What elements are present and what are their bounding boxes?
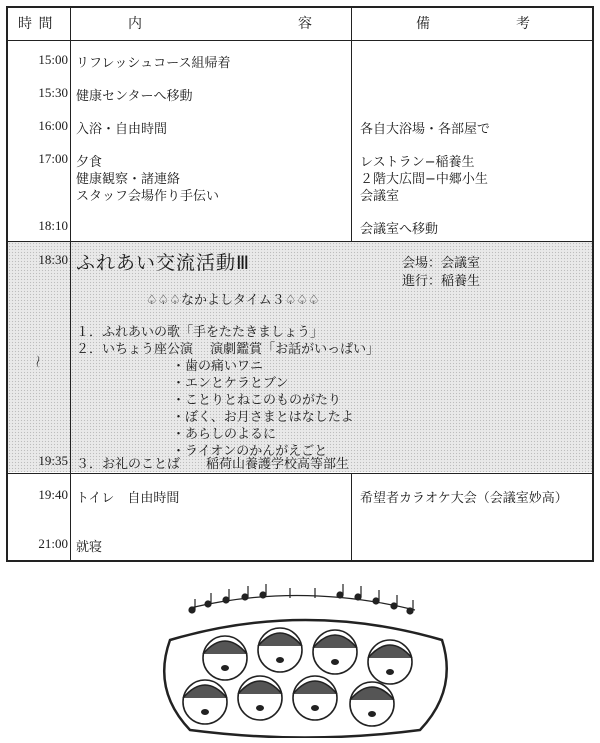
event-host: 進行：稲養生: [402, 274, 481, 289]
time-1830: 18:30: [38, 252, 68, 267]
header-content-b: 容: [298, 16, 313, 32]
music-notes-icon: [189, 584, 415, 614]
event-subitem-6: ・ライオンのかんがえごと: [172, 444, 328, 459]
note-1700-line2: ２階大広間−中郷小生: [360, 172, 488, 187]
header-content-a: 内: [128, 16, 143, 32]
note-1700-line3: 会議室: [360, 189, 400, 204]
time-2100: 21:00: [38, 536, 68, 551]
note-1940: 希望者カラオケ大会（会議室妙高）: [360, 491, 568, 506]
event-subitem-2: ・エンとケラとブン: [172, 376, 289, 391]
time-1600: 16:00: [38, 118, 68, 133]
event-subtitle: ♤♤♤なかよしタイム３♤♤♤: [146, 293, 320, 308]
time-column-divider: [70, 8, 71, 562]
event-subitem-1: ・歯の痛いワニ: [172, 359, 264, 374]
event-title: ふれあい交流活動Ⅲ: [76, 252, 251, 274]
time-1530: 15:30: [38, 85, 68, 100]
event-shaded-block: [8, 242, 592, 472]
header-notes-b: 考: [516, 16, 531, 32]
content-1500: リフレッシュコース組帰着: [76, 56, 231, 71]
content-1700-line2: 健康観察・諸連絡: [76, 172, 181, 187]
note-1810: 会議室へ移動: [360, 222, 439, 237]
content-1530: 健康センターへ移動: [76, 89, 193, 104]
content-1940: トイレ 自由時間: [76, 491, 180, 506]
note-1600: 各自大浴場・各部屋で: [360, 122, 491, 137]
event-item-1: １．ふれあいの歌「手をたたきましょう」: [76, 325, 324, 340]
event-venue: 会場：会議室: [402, 256, 481, 271]
event-item-2: ２．いちょう座公演 演劇鑑賞「お話がいっぱい」: [76, 342, 380, 357]
notes-column-divider-top: [351, 8, 352, 241]
time-1940: 19:40: [38, 487, 68, 502]
note-1700-line1: レストラン−稲養生: [360, 155, 475, 170]
time-1500: 15:00: [38, 52, 68, 67]
header-divider: [8, 40, 592, 41]
children-faces-icon: [183, 628, 412, 726]
event-subitem-3: ・ことりとねこのものがたり: [172, 393, 342, 408]
content-1700-line3: スタッフ会場作り手伝い: [76, 189, 220, 204]
section-divider-1: [8, 241, 592, 242]
event-subitem-5: ・あらしのよるに: [172, 427, 277, 442]
section-divider-2: [8, 473, 592, 474]
event-subitem-4: ・ぼく、お月さまとはなしたよ: [172, 410, 354, 425]
singing-children-illustration: [150, 580, 460, 738]
content-2100: 就寝: [76, 540, 103, 555]
schedule-table: [6, 6, 594, 562]
header-time: 時 間: [18, 16, 54, 32]
time-1935: 19:35: [38, 453, 68, 468]
time-1700: 17:00: [38, 151, 68, 166]
time-1810: 18:10: [38, 218, 68, 233]
header-notes-a: 備: [416, 16, 431, 32]
event-closing: ３．お礼のことば 稲荷山養護学校高等部生: [76, 457, 350, 472]
content-1600: 入浴・自由時間: [76, 122, 168, 137]
time-range-tilde: 〜: [29, 354, 45, 369]
notes-column-divider-bottom: [351, 473, 352, 562]
content-1700-line1: 夕食: [76, 155, 103, 170]
